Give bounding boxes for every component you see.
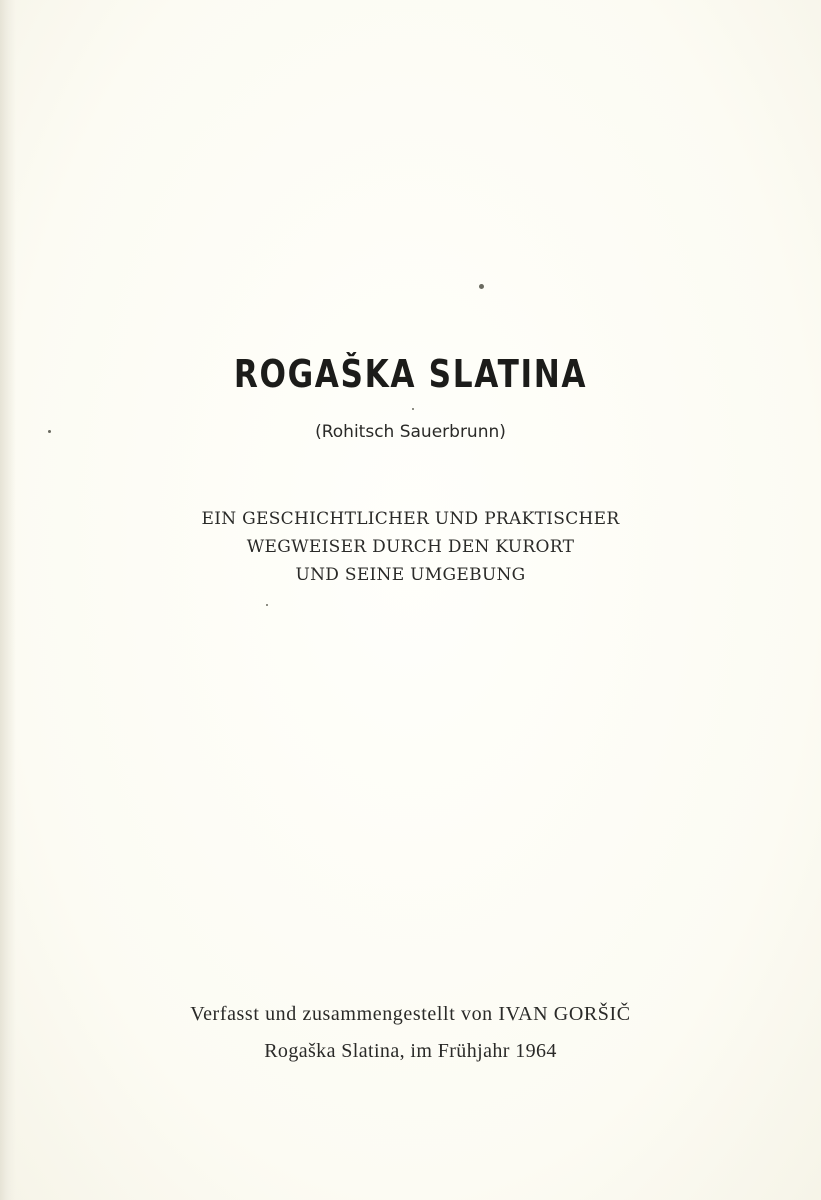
paper-speck [479, 284, 484, 289]
description-line: UND SEINE UMGEBUNG [295, 565, 526, 585]
author-credit: Verfasst und zusammengestellt von IVAN GORŠIČ [190, 1003, 631, 1025]
description-line: EIN GESCHICHTLICHER UND PRAKTISCHER [201, 509, 620, 529]
description-line: WEGWEISER DURCH DEN KURORT [246, 537, 575, 557]
paper-speck [266, 604, 268, 606]
book-description [0, 505, 821, 589]
publication-imprint: Rogaška Slatina, im Frühjahr 1964 [264, 1040, 557, 1062]
book-subtitle: (Rohitsch Sauerbrunn) [315, 422, 506, 442]
book-title: ROGAŠKA SLATINA [233, 352, 588, 396]
paper-speck [412, 408, 414, 410]
